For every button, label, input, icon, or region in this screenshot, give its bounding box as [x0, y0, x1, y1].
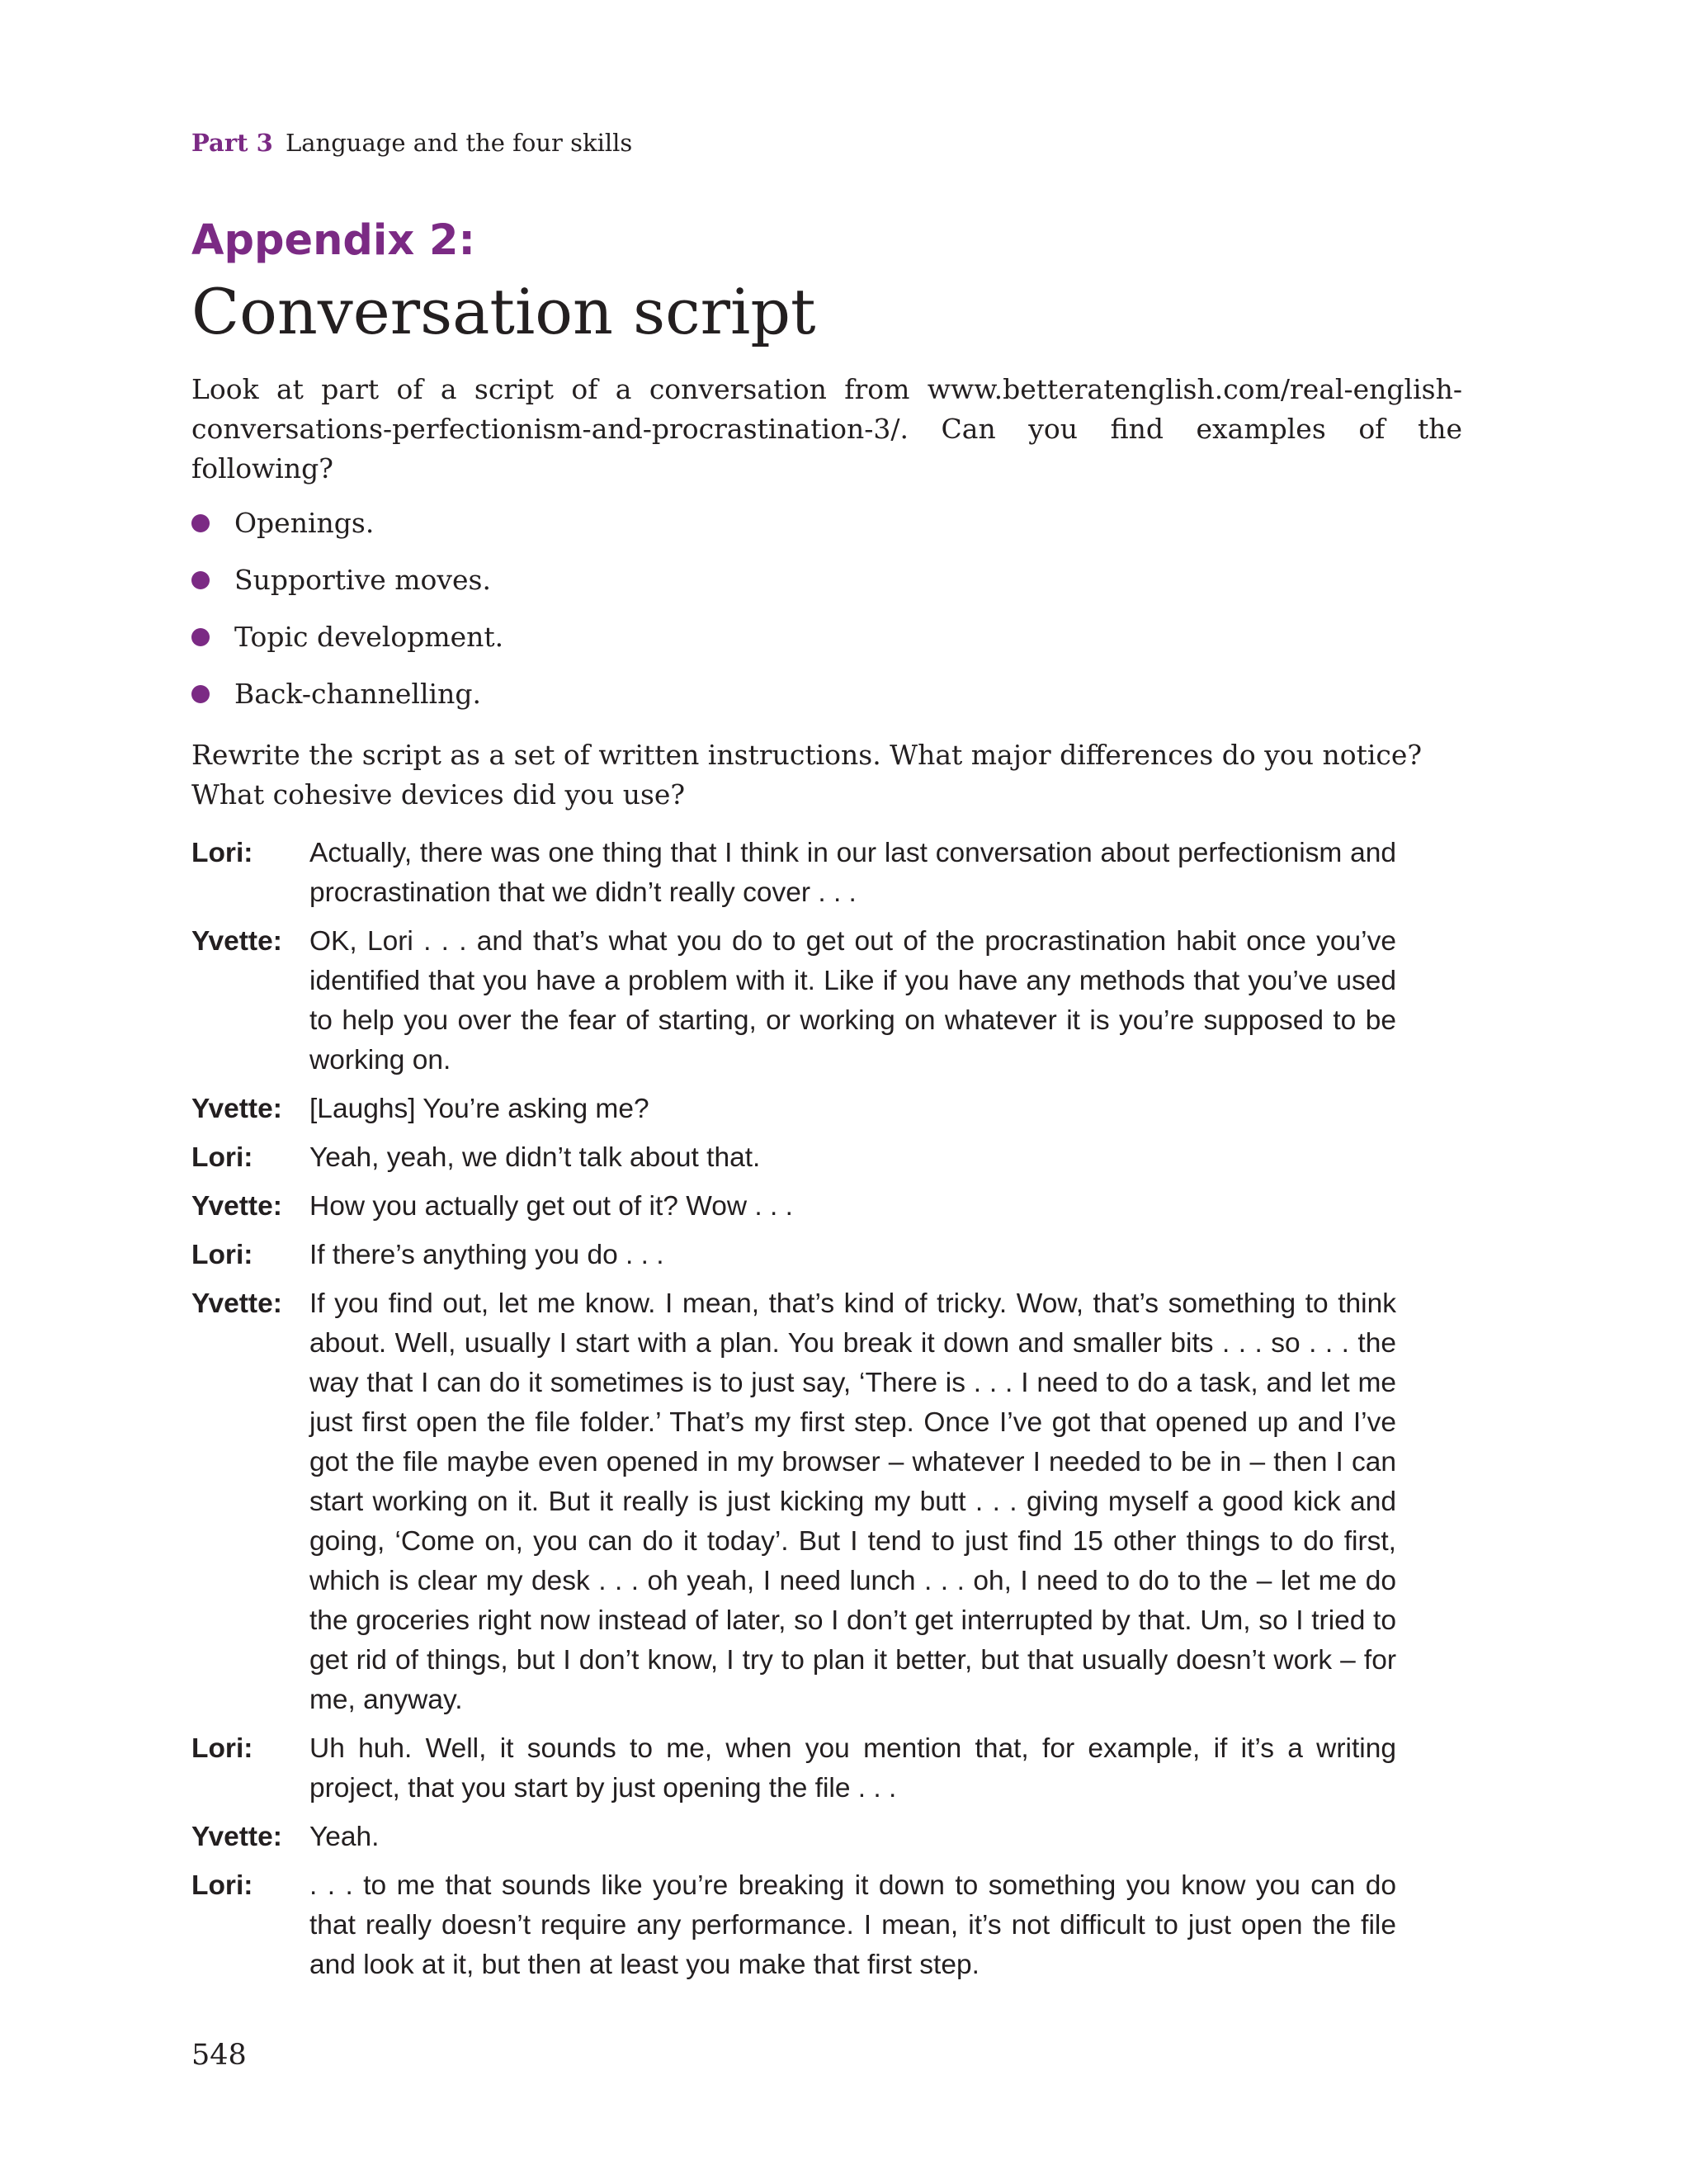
speaker-name: Lori:: [191, 1142, 253, 1173]
script-turn: [191, 1138, 1396, 1178]
speech-text: Yeah.: [309, 1822, 380, 1852]
bullet-item: [191, 503, 503, 560]
speaker-name: Yvette:: [191, 1191, 282, 1222]
bullet-item: [191, 617, 503, 674]
bullet-dot-icon: [191, 514, 210, 532]
page-number: 548: [191, 2039, 247, 2072]
bullet-dot-icon: [191, 571, 210, 589]
speaker-name: Yvette:: [191, 1822, 282, 1852]
speech-text: OK, Lori . . . and that’s what you do to get out of the procrastination habit once you’ve identified that you have a problem with it. Like if you have any methods that you’ve used to help you over the fear of starting, or working on whatever it is you’re supposed to be working on.: [309, 926, 1396, 1075]
script-turn: [191, 1236, 1396, 1275]
script-turn: [191, 1090, 1396, 1129]
speech-text: If there’s anything you do . . .: [309, 1240, 664, 1270]
speaker-name: Lori:: [191, 1733, 253, 1764]
task-paragraph: Rewrite the script as a set of written instructions. What major differences do you notice? What cohesive devices did you use?: [191, 739, 1423, 811]
bullet-text: Openings.: [234, 507, 375, 539]
script-turn: [191, 922, 1396, 1080]
bullet-dot-icon: [191, 685, 210, 703]
speaker-name: Yvette:: [191, 1094, 282, 1124]
speech-text: If you find out, let me know. I mean, that’s kind of tricky. Wow, that’s something to think about. Well, usually I start with a plan. You break it down and smaller bits . . . so . . . the way that I can do it sometimes is to just say, ‘There is . . . I need to do a task, and let me just first open the file folder.’ That’s my first step. Once I’ve got that opened up and I’ve got the file maybe even opened in my browser – whatever I needed to be in – then I can start working on it. But it really is just kicking my butt . . . giving myself a good kick and going, ‘Come on, you can do it today’. But I tend to just find 15 other things to do first, which is clear my desk . . . oh yeah, I need lunch . . . oh, I need to do to the – let me do the groceries right now instead of later, so I don’t get interrupted by that. Um, so I tried to get rid of things, but I don’t know, I try to plan it better, but that usually doesn’t work – for me, anyway.: [309, 1288, 1396, 1715]
running-head-section: Language and the four skills: [286, 129, 633, 157]
script-turn: [191, 1729, 1396, 1808]
speaker-name: Yvette:: [191, 926, 282, 957]
speaker-name: Lori:: [191, 1870, 253, 1901]
script-turn: [191, 834, 1396, 913]
bullet-text: Topic development.: [234, 621, 504, 653]
bullet-text: Supportive moves.: [234, 564, 491, 596]
speaker-name: Lori:: [191, 1240, 253, 1270]
script-turn: [191, 1818, 1396, 1857]
conversation-script: [191, 834, 1396, 1994]
speech-text: How you actually get out of it? Wow . . .: [309, 1191, 793, 1222]
script-turn: [191, 1284, 1396, 1720]
page-title: Conversation script: [191, 275, 816, 348]
running-head: [191, 129, 632, 157]
speaker-name: Yvette:: [191, 1288, 282, 1319]
bullet-text: Back-channelling.: [234, 678, 481, 710]
speech-text: [Laughs] You’re asking me?: [309, 1094, 649, 1124]
bullet-item: [191, 560, 503, 617]
intro-paragraph: Look at part of a script of a conversation from www.betteratenglish.com/real-english-conversations-perfectionism-and-procrastination-3/. Can you find examples of the following?: [191, 373, 1462, 485]
bullet-item: [191, 674, 503, 731]
bullet-dot-icon: [191, 628, 210, 646]
speech-text: Uh huh. Well, it sounds to me, when you mention that, for example, if it’s a writing project, that you start by just opening the file . . .: [309, 1733, 1396, 1803]
speech-text: Actually, there was one thing that I think in our last conversation about perfectionism and procrastination that we didn’t really cover . . .: [309, 838, 1396, 908]
script-turn: [191, 1866, 1396, 1985]
appendix-label: Appendix 2:: [191, 216, 475, 265]
speaker-name: Lori:: [191, 838, 253, 868]
running-head-part: Part 3: [191, 129, 273, 157]
script-turn: [191, 1187, 1396, 1227]
bullet-list: [191, 503, 503, 731]
speech-text: Yeah, yeah, we didn’t talk about that.: [309, 1142, 761, 1173]
speech-text: . . . to me that sounds like you’re breaking it down to something you know you can do that really doesn’t require any performance. I mean, it’s not difficult to just open the file and look at it, but then at least you make that first step.: [309, 1870, 1396, 1980]
